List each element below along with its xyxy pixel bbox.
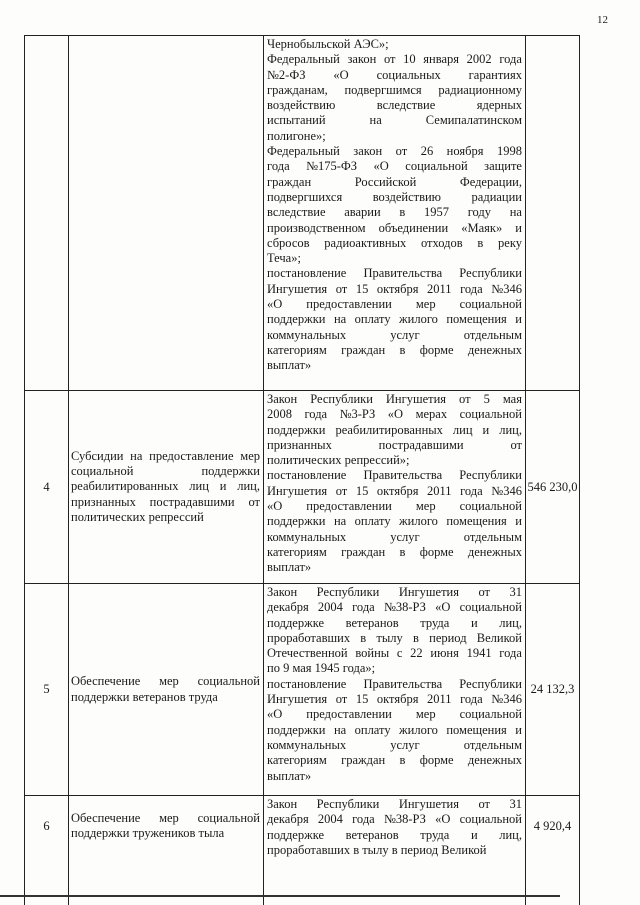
legal-basis-line: сбросов радиоактивных отходов в реку xyxy=(267,235,522,250)
legal-basis-line: выплат» xyxy=(267,358,312,373)
legal-basis-line: поддержки на оплату жилого помещения и xyxy=(267,514,522,529)
legal-basis-line: поддержке ветеранов труда и лиц, xyxy=(267,827,522,842)
legal-basis-line: категориям граждан в форме денежных xyxy=(267,753,522,768)
legal-basis-line: подвергшихся воздействию радиации xyxy=(267,189,522,204)
legal-basis-line: гражданам, подвергшимся радиационному xyxy=(267,82,522,97)
legal-basis-line: проработавших в тылу в период Великой xyxy=(267,630,522,645)
legal-basis-line: Теча»; xyxy=(267,251,301,266)
row-6-number xyxy=(25,796,68,856)
legal-basis-line: 2008 года №3-РЗ «О мерах социальной xyxy=(267,407,522,422)
legal-basis-line: Отечественной войны с 22 июня 1941 года xyxy=(267,646,522,661)
amount-value: 24 132,3 xyxy=(530,682,575,696)
legal-basis-lines xyxy=(267,585,522,784)
legal-basis-line: Федеральный закон от 10 января 2002 года xyxy=(267,52,522,67)
row-5-legal-basis xyxy=(267,585,522,784)
legal-basis-lines xyxy=(267,392,522,576)
legal-basis-lines xyxy=(267,37,522,374)
legal-basis-line: вследствие аварии в 1957 году на xyxy=(267,205,522,220)
legal-basis-line: Федеральный закон от 26 ноября 1998 xyxy=(267,144,522,159)
page-bottom-rule xyxy=(0,895,560,897)
legal-basis-line: «О предоставлении мер социальной xyxy=(267,707,522,722)
row-4-name xyxy=(71,391,260,583)
legal-basis-line: производственном объединении «Маяк» и xyxy=(267,220,522,235)
legal-basis-line: выплат» xyxy=(267,560,312,575)
legal-basis-line: постановление Правительства Республики xyxy=(267,468,522,483)
legal-basis-lines xyxy=(267,797,522,858)
legal-basis-line: Закон Республики Ингушетия от 31 xyxy=(267,797,522,811)
legal-basis-line: коммунальных услуг отдельным xyxy=(267,737,522,752)
row-number: 6 xyxy=(43,818,50,833)
row-5-name xyxy=(71,584,260,795)
legal-basis-line: Закон Республики Ингушетия от 31 xyxy=(267,585,522,599)
row-4-amount xyxy=(526,391,579,583)
legal-basis-line: года №175-ФЗ «О социальной защите xyxy=(267,159,522,174)
legal-basis-line: признанных пострадавшими от xyxy=(267,437,522,452)
legal-basis-line: декабря 2004 года №38-РЗ «О социальной xyxy=(267,812,522,827)
legal-basis-line: полигоне»; xyxy=(267,128,326,143)
legal-basis-line: поддержки на оплату жилого помещения и xyxy=(267,312,522,327)
legal-basis-line: Ингушетия от 15 октября 2011 года №346 xyxy=(267,692,522,707)
measure-name: Субсидии на предоставление мер социальной поддержки реабилитированных лиц и лиц, признанных пострадавшими от политических репрессий xyxy=(71,448,260,524)
legal-basis-line: поддержки на оплату жилого помещения и xyxy=(267,722,522,737)
page-number: 12 xyxy=(597,14,608,26)
row-number: 5 xyxy=(43,682,50,696)
row-1-legal-basis xyxy=(267,37,522,374)
legal-basis-line: Чернобыльской АЭС»; xyxy=(267,37,389,51)
amount-value: 546 230,0 xyxy=(527,479,578,494)
measure-name: Обеспечение мер социальной поддержки тружеников тыла xyxy=(71,810,260,840)
legal-basis-line: поддержке ветеранов труда и лиц, xyxy=(267,615,522,630)
measure-name: Обеспечение мер социальной поддержки ветеранов труда xyxy=(71,674,260,704)
amount-value: 4 920,4 xyxy=(533,818,572,833)
row-5-number xyxy=(25,584,68,795)
row-5-amount xyxy=(526,584,579,795)
legal-basis-line: коммунальных услуг отдельным xyxy=(267,327,522,342)
legal-basis-line: категориям граждан в форме денежных xyxy=(267,544,522,559)
legal-basis-line: Ингушетия от 15 октября 2011 года №346 xyxy=(267,281,522,296)
legal-basis-line: «О предоставлении мер социальной xyxy=(267,297,522,312)
legal-basis-line: коммунальных услуг отдельным xyxy=(267,529,522,544)
legal-basis-line: проработавших в тылу в период Великой xyxy=(267,842,487,857)
legal-basis-line: поддержки реабилитированных лиц и лиц, xyxy=(267,422,522,437)
legal-basis-line: постановление Правительства Республики xyxy=(267,266,522,281)
legal-basis-line: «О предоставлении мер социальной xyxy=(267,499,522,514)
legal-basis-line: Закон Республики Ингушетия от 5 мая xyxy=(267,392,522,406)
legal-basis-line: постановление Правительства Республики xyxy=(267,676,522,691)
row-4-number xyxy=(25,391,68,583)
legal-basis-line: политических репрессий»; xyxy=(267,453,410,468)
legal-basis-line: Ингушетия от 15 октября 2011 года №346 xyxy=(267,483,522,498)
row-6-name xyxy=(71,796,260,856)
legal-basis-line: выплат» xyxy=(267,768,312,783)
legal-basis-line: испытаний на Семипалатинском xyxy=(267,113,522,128)
legal-basis-line: граждан Российской Федерации, xyxy=(267,174,522,189)
row-6-amount xyxy=(526,796,579,856)
legal-basis-line: №2-ФЗ «О социальных гарантиях xyxy=(267,67,522,82)
legal-basis-line: по 9 мая 1945 года»; xyxy=(267,661,376,676)
legal-basis-line: воздействию вследствие ядерных xyxy=(267,98,522,113)
row-number: 4 xyxy=(43,479,50,494)
row-6-legal-basis xyxy=(267,797,522,858)
legal-basis-line: декабря 2004 года №38-РЗ «О социальной xyxy=(267,600,522,615)
legal-basis-line: категориям граждан в форме денежных xyxy=(267,342,522,357)
row-4-legal-basis xyxy=(267,392,522,576)
